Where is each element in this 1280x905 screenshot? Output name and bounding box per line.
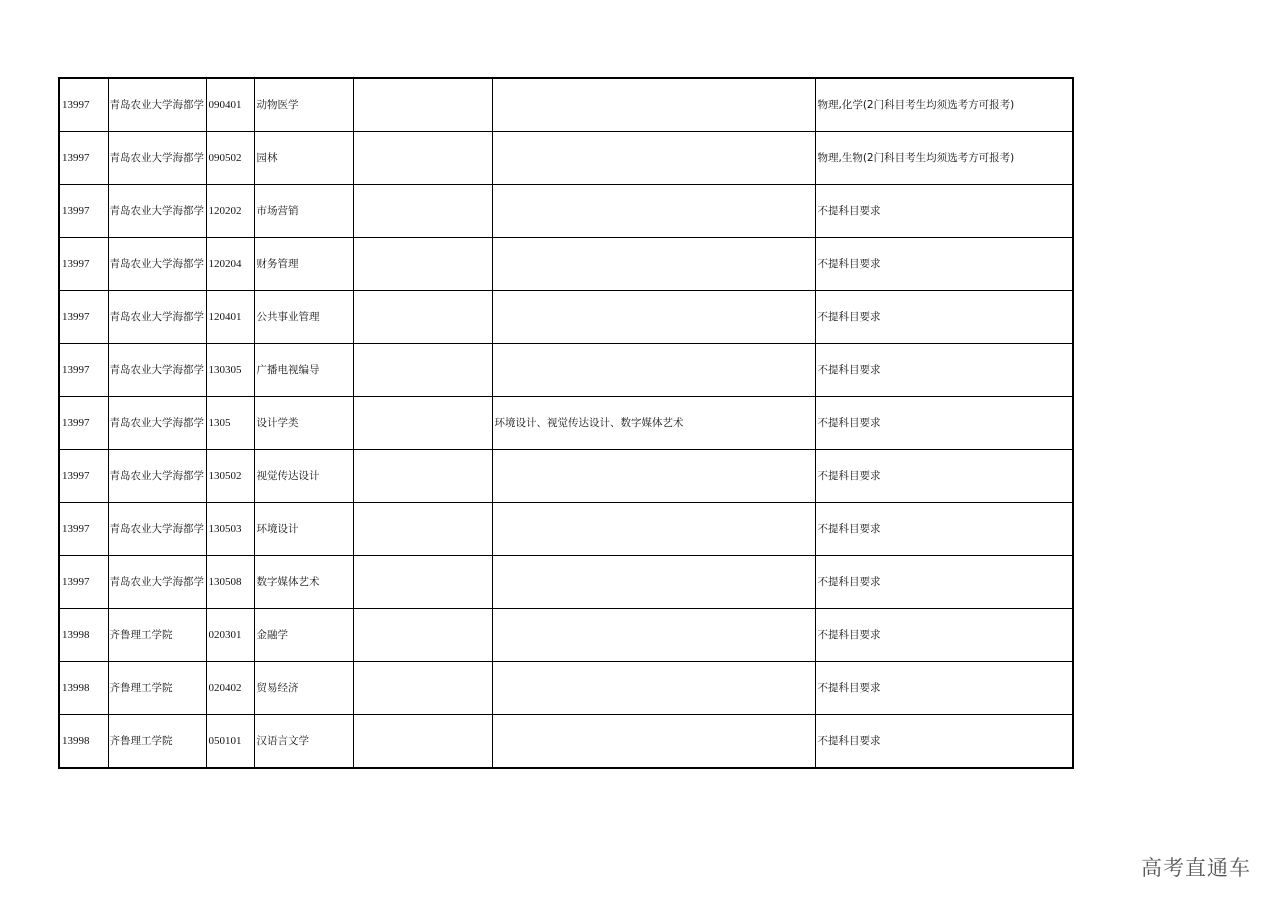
cell-institution-code: 13997 (59, 78, 108, 132)
cell-major-name: 广播电视编导 (254, 344, 353, 397)
cell-major-code: 050101 (206, 715, 254, 769)
requirements-table (58, 77, 1074, 769)
cell-major-code: 130502 (206, 450, 254, 503)
cell-subject-requirement: 不提科目要求 (815, 185, 1073, 238)
cell-major-code: 120202 (206, 185, 254, 238)
cell-empty (353, 503, 492, 556)
cell-institution-name: 青岛农业大学海都学 (108, 450, 206, 503)
cell-subject-requirement: 不提科目要求 (815, 715, 1073, 769)
cell-subject-requirement: 不提科目要求 (815, 556, 1073, 609)
cell-institution-code: 13997 (59, 132, 108, 185)
cell-major-name: 数字媒体艺术 (254, 556, 353, 609)
cell-institution-code: 13998 (59, 662, 108, 715)
cell-empty (353, 78, 492, 132)
cell-major-code: 130508 (206, 556, 254, 609)
table-row (59, 238, 1073, 291)
cell-empty (353, 397, 492, 450)
cell-empty (353, 344, 492, 397)
cell-subject-requirement: 不提科目要求 (815, 609, 1073, 662)
cell-empty (353, 662, 492, 715)
cell-included-majors (492, 609, 815, 662)
cell-institution-name: 青岛农业大学海都学 (108, 78, 206, 132)
cell-empty (353, 132, 492, 185)
cell-subject-requirement: 不提科目要求 (815, 238, 1073, 291)
cell-institution-code: 13998 (59, 609, 108, 662)
cell-institution-name: 齐鲁理工学院 (108, 662, 206, 715)
table-row (59, 344, 1073, 397)
cell-included-majors (492, 291, 815, 344)
cell-institution-code: 13997 (59, 185, 108, 238)
cell-major-code: 1305 (206, 397, 254, 450)
cell-major-code: 020301 (206, 609, 254, 662)
cell-major-name: 财务管理 (254, 238, 353, 291)
cell-major-code: 020402 (206, 662, 254, 715)
cell-subject-requirement: 物理,生物(2门科目考生均须选考方可报考) (815, 132, 1073, 185)
table-row (59, 132, 1073, 185)
table-row (59, 78, 1073, 132)
cell-major-name: 汉语言文学 (254, 715, 353, 769)
cell-major-code: 120401 (206, 291, 254, 344)
watermark-text: 高考直通车 (1141, 856, 1251, 880)
cell-institution-code: 13997 (59, 344, 108, 397)
cell-major-name: 金融学 (254, 609, 353, 662)
cell-major-name: 环境设计 (254, 503, 353, 556)
cell-included-majors (492, 238, 815, 291)
cell-included-majors (492, 344, 815, 397)
table-row (59, 503, 1073, 556)
cell-major-name: 视觉传达设计 (254, 450, 353, 503)
cell-subject-requirement: 不提科目要求 (815, 291, 1073, 344)
cell-included-majors (492, 556, 815, 609)
cell-institution-name: 青岛农业大学海都学 (108, 344, 206, 397)
cell-institution-name: 青岛农业大学海都学 (108, 238, 206, 291)
cell-empty (353, 556, 492, 609)
cell-major-code: 130503 (206, 503, 254, 556)
table-row (59, 556, 1073, 609)
cell-subject-requirement: 不提科目要求 (815, 450, 1073, 503)
cell-empty (353, 185, 492, 238)
cell-included-majors: 环境设计、视觉传达设计、数字媒体艺术 (492, 397, 815, 450)
table-row (59, 609, 1073, 662)
cell-institution-name: 青岛农业大学海都学 (108, 397, 206, 450)
table-row (59, 291, 1073, 344)
cell-institution-code: 13998 (59, 715, 108, 769)
cell-included-majors (492, 503, 815, 556)
cell-subject-requirement: 物理,化学(2门科目考生均须选考方可报考) (815, 78, 1073, 132)
cell-included-majors (492, 132, 815, 185)
cell-empty (353, 450, 492, 503)
cell-subject-requirement: 不提科目要求 (815, 397, 1073, 450)
cell-institution-name: 齐鲁理工学院 (108, 715, 206, 769)
table-row (59, 715, 1073, 769)
cell-major-name: 公共事业管理 (254, 291, 353, 344)
cell-major-code: 130305 (206, 344, 254, 397)
cell-major-name: 设计学类 (254, 397, 353, 450)
cell-included-majors (492, 185, 815, 238)
cell-institution-code: 13997 (59, 450, 108, 503)
cell-included-majors (492, 715, 815, 769)
table-row (59, 397, 1073, 450)
cell-institution-name: 齐鲁理工学院 (108, 609, 206, 662)
cell-major-name: 园林 (254, 132, 353, 185)
cell-empty (353, 238, 492, 291)
cell-institution-name: 青岛农业大学海都学 (108, 185, 206, 238)
table-row (59, 185, 1073, 238)
table-row (59, 450, 1073, 503)
cell-included-majors (492, 450, 815, 503)
cell-empty (353, 291, 492, 344)
cell-institution-code: 13997 (59, 503, 108, 556)
cell-included-majors (492, 662, 815, 715)
cell-major-code: 120204 (206, 238, 254, 291)
cell-institution-code: 13997 (59, 397, 108, 450)
cell-institution-name: 青岛农业大学海都学 (108, 132, 206, 185)
cell-subject-requirement: 不提科目要求 (815, 344, 1073, 397)
cell-empty (353, 715, 492, 769)
cell-major-code: 090401 (206, 78, 254, 132)
cell-institution-name: 青岛农业大学海都学 (108, 556, 206, 609)
cell-major-name: 动物医学 (254, 78, 353, 132)
cell-subject-requirement: 不提科目要求 (815, 503, 1073, 556)
cell-institution-code: 13997 (59, 556, 108, 609)
cell-major-name: 贸易经济 (254, 662, 353, 715)
cell-institution-code: 13997 (59, 291, 108, 344)
cell-included-majors (492, 78, 815, 132)
cell-institution-name: 青岛农业大学海都学 (108, 503, 206, 556)
cell-empty (353, 609, 492, 662)
cell-major-name: 市场营销 (254, 185, 353, 238)
table-row (59, 662, 1073, 715)
table-body (59, 78, 1073, 768)
cell-major-code: 090502 (206, 132, 254, 185)
cell-subject-requirement: 不提科目要求 (815, 662, 1073, 715)
cell-institution-name: 青岛农业大学海都学 (108, 291, 206, 344)
cell-institution-code: 13997 (59, 238, 108, 291)
